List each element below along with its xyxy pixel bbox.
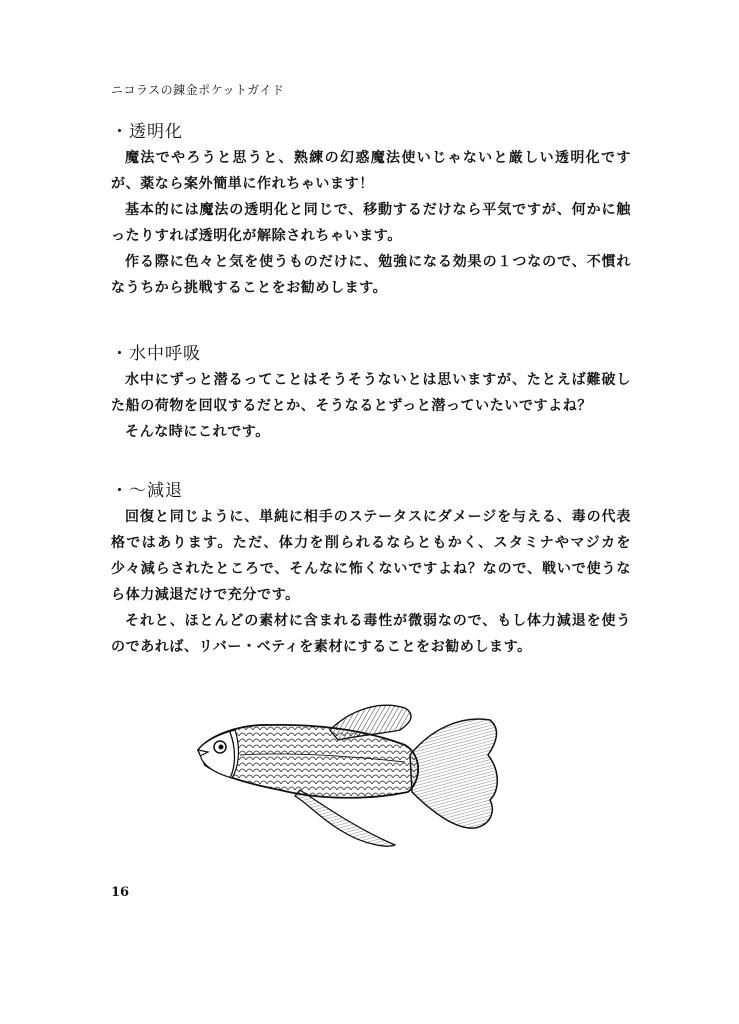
page-number: 16 bbox=[111, 885, 130, 900]
section-water-breathing bbox=[111, 341, 631, 445]
section-damage bbox=[111, 478, 631, 660]
tail-fin bbox=[410, 719, 497, 828]
paragraph: そんな時にこれです。 bbox=[125, 424, 270, 440]
paragraph: 水中にずっと潜るってことはそうそうないとは思いますが、たとえば難破した船の荷物を回収するだとか、そうなるとずっと潜っていたいですよね？ bbox=[111, 372, 631, 414]
section-heading: ・透明化 bbox=[111, 122, 183, 142]
section-heading: ・〜減退 bbox=[111, 481, 183, 501]
section-heading: ・水中呼吸 bbox=[111, 344, 201, 364]
paragraph: それと、ほとんどの素材に含まれる毒性が微弱なので、もし体力減退を使うのであれば、リバー・ベティを素材にすることをお勧めします。 bbox=[111, 613, 631, 655]
paragraph: 魔法でやろうと思うと、熟練の幻惑魔法使いじゃないと厳しい透明化ですが、薬なら案外簡単に作れちゃいます！ bbox=[111, 150, 631, 192]
section-transparency bbox=[111, 119, 631, 301]
running-header: ニコラスの錬金ポケットガイド bbox=[111, 83, 285, 97]
paragraph: 回復と同じように、単純に相手のステータスにダメージを与える、毒の代表格ではあります。ただ、体力を削られるならともかく、スタミナやマジカを少々減らされたところで、そんなに怖くないですよね？なので、戦いで使うなら体力減退だけで充分です。 bbox=[111, 509, 631, 603]
fish-illustration-icon bbox=[190, 700, 510, 850]
paragraph: 基本的には魔法の透明化と同じで、移動するだけなら平気ですが、何かに触ったりすれば透明化が解除されちゃいます。 bbox=[111, 202, 631, 244]
paragraph: 作る際に色々と気を使うものだけに、勉強になる効果の１つなので、不慣れなうちから挑戦することをお勧めします。 bbox=[111, 254, 631, 296]
